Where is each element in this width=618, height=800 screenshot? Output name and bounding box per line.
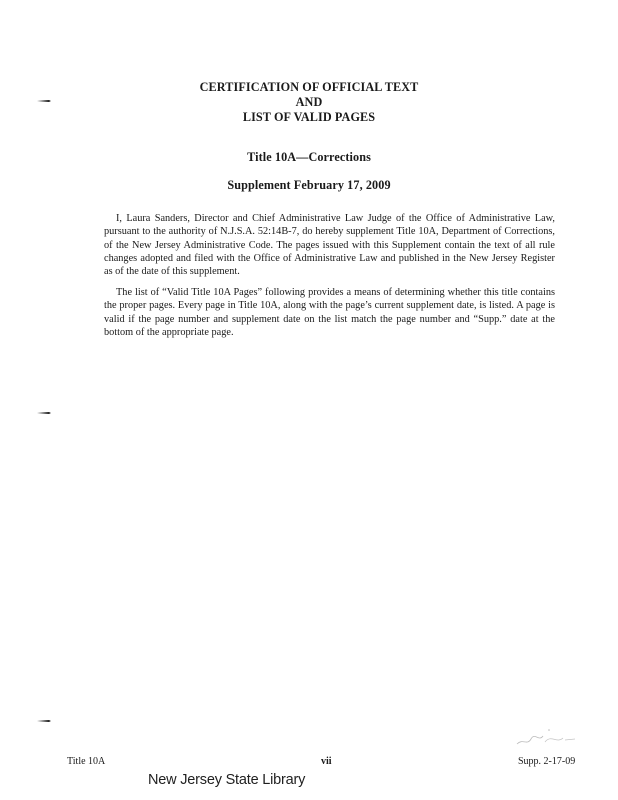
hole-punch-mark [36,410,52,416]
heading-line-2: AND [295,95,323,109]
paragraph-text: I, Laura Sanders, Director and Chief Administrative Law Judge of the Office of Administrative Law, pursuant to the authority of N.J.S.A. 52:14B-7, do hereby supplement Title 10A, Department of Corrections, of the New Jersey Administrative Code. The pages issued with this Supplement contain the text of all rule changes adopted and filed with the Office of Administrative Law and published in the New Jersey Register as of the date of this supplement. [104,213,555,278]
footer-page-number: vii [321,756,332,767]
library-stamp: New Jersey State Library [148,772,306,788]
supplement-heading: Supplement February 17, 2009 [227,178,391,192]
body-paragraph-2 [104,286,555,339]
body-paragraph-1 [104,212,555,278]
footer-supplement-date: Supp. 2-17-09 [518,756,576,767]
title-heading: Title 10A—Corrections [247,150,371,164]
footer-title: Title 10A [67,756,106,767]
signature-scribble [513,724,583,750]
heading-line-1: CERTIFICATION OF OFFICIAL TEXT [199,80,419,94]
certification-heading [0,80,618,125]
hole-punch-mark [36,718,52,724]
paragraph-text: The list of “Valid Title 10A Pages” following provides a means of determining whether this title contains the proper pages. Every page in Title 10A, along with the page’s current supplement date, is listed. A page is valid if the page number and supplement date on the list match the page number and “Supp.” date at the bottom of the appropriate page. [104,287,555,338]
heading-line-3: LIST OF VALID PAGES [242,110,376,124]
